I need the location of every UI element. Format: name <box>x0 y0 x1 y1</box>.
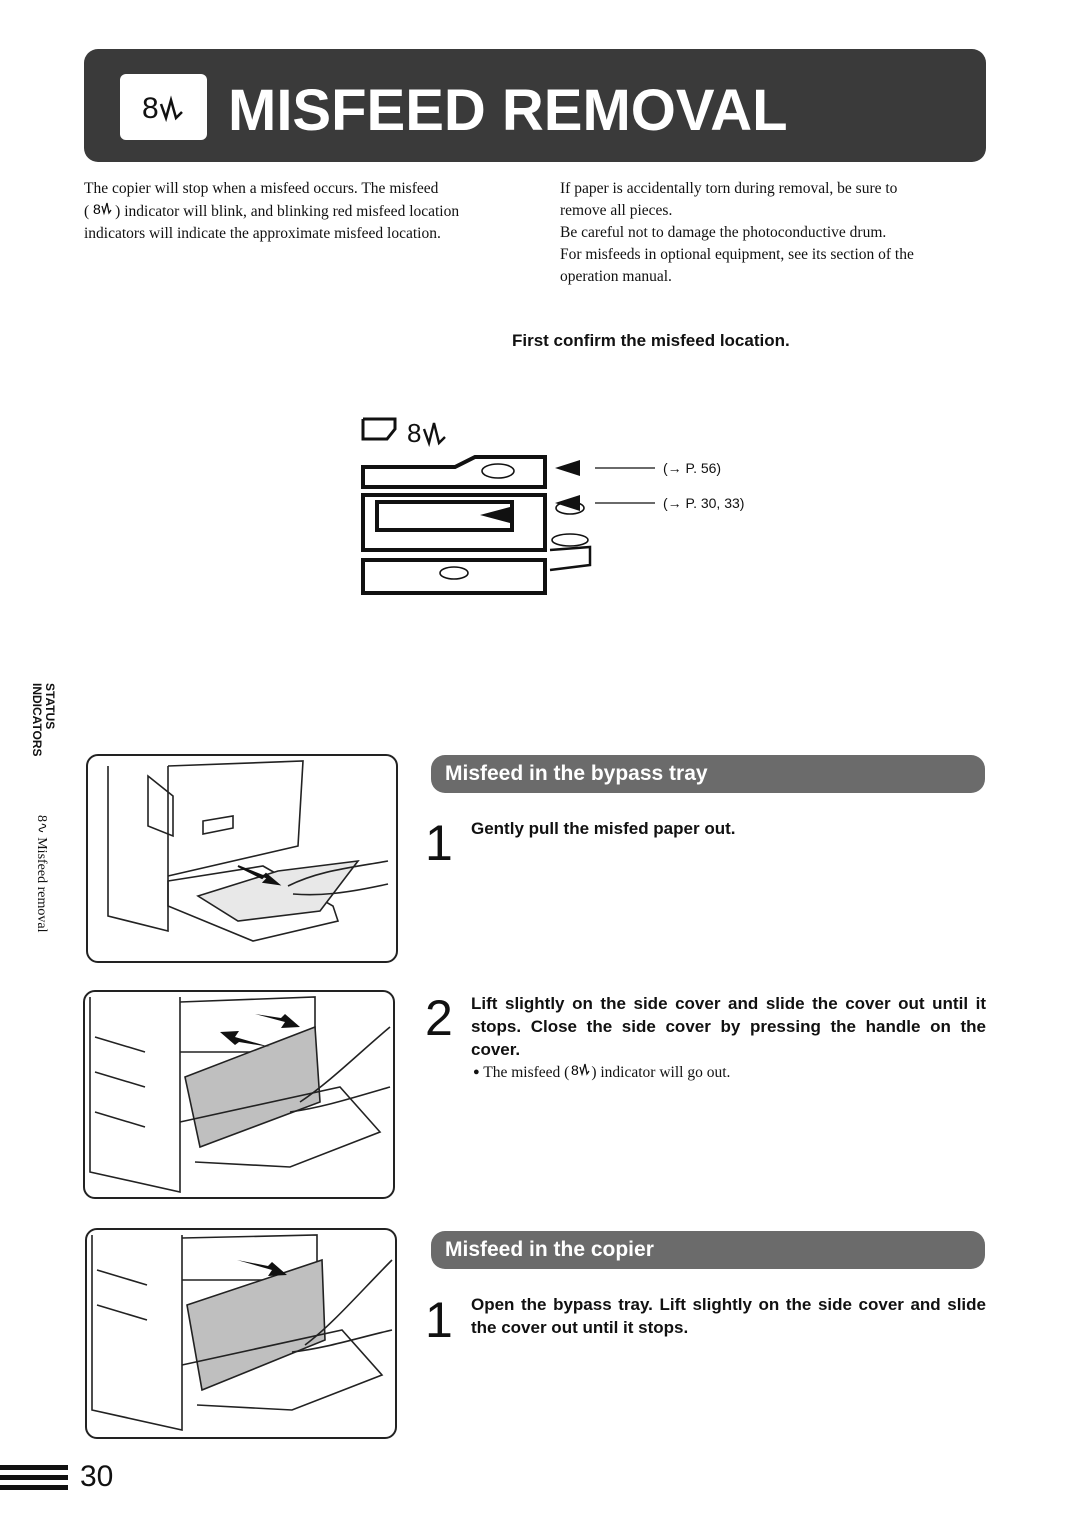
paper-icon <box>363 419 395 439</box>
step-number: 1 <box>425 815 453 871</box>
misfeed-icon: 8∿ <box>34 815 49 834</box>
step-bullet <box>473 1061 730 1084</box>
banner-icon-box <box>120 74 207 140</box>
intro-line: The copier will stop when a misfeed occurs. The misfeed <box>84 180 439 197</box>
bullet-dot: ● <box>473 1066 480 1078</box>
misfeed-icon <box>569 1064 591 1081</box>
intro-line: operation manual. <box>560 268 672 285</box>
side-cover-illustration <box>83 990 395 1199</box>
page-ref-label: (→ P. 30, 33) <box>663 495 745 511</box>
svg-text:8: 8 <box>571 1062 580 1077</box>
intro-line: Be careful not to damage the photoconductive drum. <box>560 224 887 241</box>
location-arrow <box>555 495 580 511</box>
indicator-lamp <box>482 464 514 478</box>
side-tab-label: INDICATORS <box>30 683 44 757</box>
bypass-tray-outline <box>550 547 590 570</box>
copier-side-cover-illustration <box>85 1228 397 1439</box>
page-number: 30 <box>80 1460 114 1493</box>
intro-line: indicators will indicate the approximate misfeed location. <box>84 225 441 242</box>
step-text: Lift slightly on the side cover and slide the cover out until it stops. Close the side cover by pressing the handle on the cover. <box>471 994 986 1059</box>
svg-text:8: 8 <box>407 418 422 448</box>
page-number-bars <box>0 1463 72 1493</box>
intro-line-with-icon: ( 8 ) indicator will blink, and blinking red misfeed location <box>84 200 509 223</box>
svg-text:8: 8 <box>142 92 159 125</box>
page-ref-label: (→ P. 56) <box>663 460 722 476</box>
intro-line: indicator will blink, and blinking red misfeed location <box>124 203 460 220</box>
copier-outline <box>363 457 545 593</box>
intro-line: remove all pieces. <box>560 202 673 219</box>
intro-line: If paper is accidentally torn during removal, be sure to <box>560 180 898 197</box>
indicator-lamp <box>440 567 468 579</box>
bypass-indicator <box>552 534 588 546</box>
step-text: Open the bypass tray. Lift slightly on the side cover and slide the cover out until it stops. <box>471 1295 986 1337</box>
misfeed-icon <box>407 418 445 448</box>
location-arrow <box>555 460 580 476</box>
bullet-text: The misfeed ( <box>483 1064 570 1081</box>
misfeed-location-diagram <box>355 405 785 605</box>
section-header-bypass: Misfeed in the bypass tray <box>431 755 985 793</box>
intro-right <box>560 178 987 288</box>
side-tab-section <box>33 815 50 932</box>
bullet-text: ) indicator will go out. <box>591 1064 731 1081</box>
misfeed-icon <box>89 200 115 223</box>
side-tab-label: STATUS <box>43 683 57 730</box>
tray-arrow <box>480 507 510 523</box>
step-number: 1 <box>425 1292 453 1348</box>
confirm-heading: First confirm the misfeed location. <box>512 331 790 350</box>
side-tab-category <box>30 683 56 757</box>
svg-text:8: 8 <box>93 201 101 216</box>
step-text: Gently pull the misfed paper out. <box>471 819 736 838</box>
bypass-tray-illustration <box>86 754 398 963</box>
step-number: 2 <box>425 990 453 1046</box>
side-tab-section-label: Misfeed removal <box>34 837 49 933</box>
intro-left <box>84 178 509 245</box>
page-title: MISFEED REMOVAL <box>228 78 788 143</box>
intro-line: For misfeeds in optional equipment, see its section of the <box>560 246 914 263</box>
misfeed-icon <box>120 74 207 140</box>
section-header-copier: Misfeed in the copier <box>431 1231 985 1269</box>
